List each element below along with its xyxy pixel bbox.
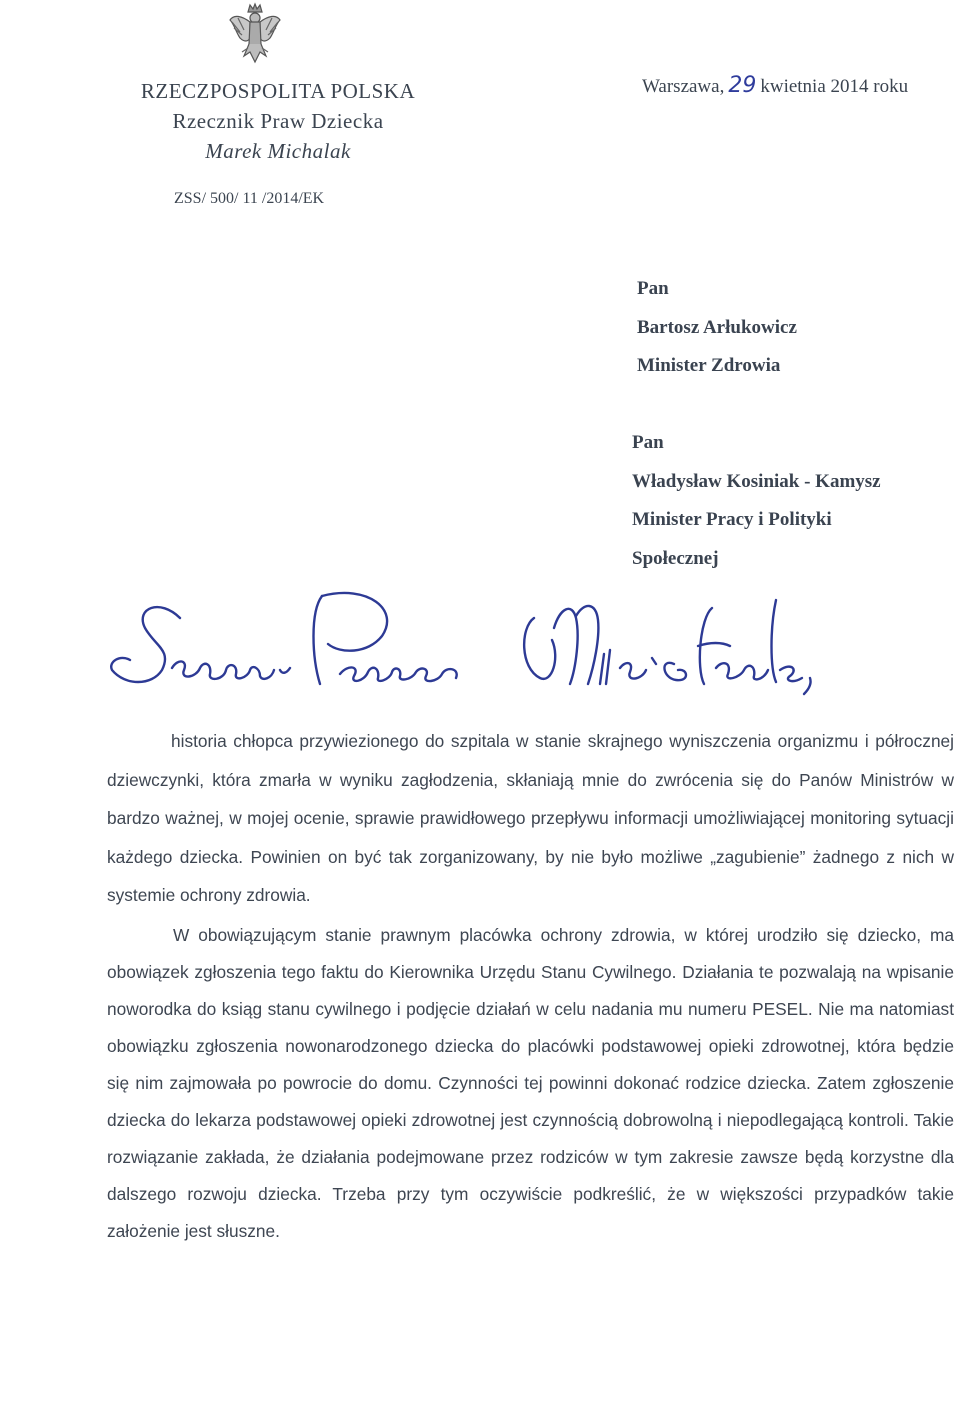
country-name: RZECZPOSPOLITA POLSKA [140, 79, 416, 103]
date-month-year: kwietnia 2014 roku [760, 76, 909, 97]
institution-header [108, 76, 448, 166]
recipient-1-name: Bartosz Arłukowicz [637, 316, 797, 338]
office-name: Rzecznik Praw Dziecka [172, 109, 384, 133]
letter-body [107, 722, 954, 1250]
date-place: Warszawa, [642, 76, 725, 97]
recipient-block-2 [632, 424, 881, 578]
recipient-2-name: Władysław Kosiniak - Kamysz [632, 470, 881, 492]
eagle-emblem-icon [228, 2, 282, 68]
handwritten-salutation [100, 588, 820, 708]
body-paragraph-2: W obowiązującym stanie prawnym placówka ochrony zdrowia, w której urodziło się dziecko, ma obowiązek zgłoszenia tego faktu do Kierownika Urzędu Stanu Cywilnego. Działania te pozwalają na wpisanie noworodka do ksiąg stanu cywilnego i podjęcie działań w celu nadania mu numeru PESEL. Nie ma natomiast obowiązku zgłoszenia nowonarodzonego dziecka do placówki podstawowej opieki zdrowotnej, która będzie się nim zajmowała po powrocie do domu. Czynności tej powinni dokonać rodzice dziecka. Zatem zgłoszenie dziecka do lekarza podstawowej opieki zdrowotnej jest czynnością dobrowolną i niepodlegającą kontroli. Takie rozwiązanie zakłada, że działania podejmowane przez rodziców w tym zakresie zawsze będą korzystne dla dalszego rozwoju dziecka. Trzeba przy tym oczywiście podkreślić, że w większości przypadków takie założenie jest słuszne. [107, 924, 954, 1241]
recipient-2-title: Pan [632, 432, 664, 453]
recipient-1-title: Pan [637, 278, 669, 299]
date-day-handwritten: 29 [728, 73, 757, 98]
recipient-1-position: Minister Zdrowia [637, 355, 781, 376]
recipient-block-1 [637, 270, 797, 386]
letter-date [642, 73, 908, 98]
ombudsman-name: Marek Michalak [205, 139, 351, 163]
recipient-2-position-line-2: Społecznej [632, 547, 719, 569]
recipient-2-position-line-1: Minister Pracy i Polityki [632, 509, 832, 530]
reference-number: ZSS/ 500/ 11 /2014/EK [174, 190, 325, 207]
body-paragraph-1: historia chłopca przywiezionego do szpitala w stanie skrajnego wyniszczenia organizmu i półrocznej dziewczynki, która zmarła w wyniku zagłodzenia, skłaniają mnie do zwrócenia się do Panów Ministrów w bardzo ważnej, w mojej ocenie, sprawie prawidłowego przepływu informacji umożliwiającej monitoring sytuacji każdego dziecka. Powinien on być tak zorganizowany, by nie było możliwe „zagubienie” żadnego z nich w systemie ochrony zdrowia. [107, 731, 954, 905]
